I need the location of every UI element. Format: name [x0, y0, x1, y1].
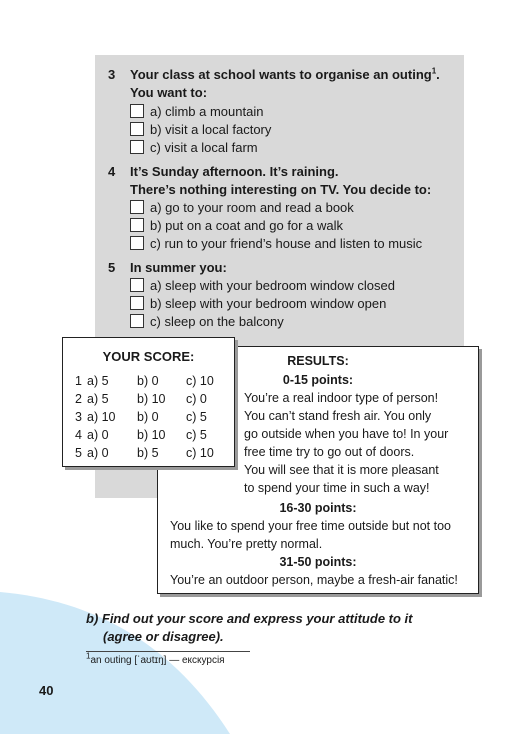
option-4b[interactable]: b) put on a coat and go for a walk — [130, 217, 343, 235]
band-text: You can’t stand fresh air. You only — [244, 409, 432, 423]
checkbox[interactable] — [130, 278, 144, 292]
option-5c[interactable]: c) sleep on the balcony — [130, 313, 284, 331]
table-row: 5 a) 0 b) 5 c) 10 — [75, 446, 214, 460]
band-text: You’re a real indoor type of person! — [244, 391, 439, 405]
footnote-divider — [86, 651, 250, 652]
score-box — [62, 337, 235, 467]
band-text: free time try to go out of doors. — [244, 445, 415, 459]
checkbox[interactable] — [130, 236, 144, 250]
table-row: 2 a) 5 b) 10 c) 0 — [75, 392, 207, 406]
score-table — [75, 372, 214, 462]
checkbox[interactable] — [130, 104, 144, 118]
page-number: 40 — [39, 683, 54, 698]
question-number: 4 — [108, 164, 116, 179]
band-heading: 31-50 points: — [279, 555, 357, 569]
question-stem: In summer you: — [130, 260, 227, 275]
checkbox[interactable] — [130, 218, 144, 232]
task-instruction: b) Find out your score and express your attitude to it (agree or disagree). — [86, 611, 413, 644]
option-4a[interactable]: a) go to your room and read a book — [130, 199, 354, 217]
checkbox[interactable] — [130, 122, 144, 136]
band-text: You will see that it is more pleasant — [244, 463, 439, 477]
footnote: $^1$an outing [ˈaʊtɪŋ] — екскурсія — [86, 651, 225, 666]
question-number: 3 — [108, 67, 116, 82]
question-stem: There’s nothing interesting on TV. You decide to: — [130, 182, 432, 197]
option-3c[interactable]: c) visit a local farm — [130, 139, 258, 157]
checkbox[interactable] — [130, 200, 144, 214]
option-3b[interactable]: b) visit a local factory — [130, 121, 271, 139]
footnote-mark: 1 — [431, 66, 437, 76]
checkbox[interactable] — [130, 314, 144, 328]
option-4c[interactable]: c) run to your friend’s house and listen to music — [130, 235, 422, 253]
checkbox[interactable] — [130, 296, 144, 310]
question-stem: Your class at school wants to organise an outing$^1$. — [130, 66, 440, 82]
band-text: You’re an outdoor person, maybe a fresh-air fanatic! — [170, 573, 458, 587]
question-stem: You want to: — [130, 85, 208, 100]
band-heading: 0-15 points: — [282, 373, 354, 387]
score-title: YOUR SCORE: — [102, 349, 195, 364]
table-row: 3 a) 10 b) 0 c) 5 — [75, 410, 207, 424]
option-5a[interactable]: a) sleep with your bedroom window closed — [130, 277, 395, 295]
checkbox[interactable] — [130, 140, 144, 154]
table-row: 1 a) 5 b) 0 c) 10 — [75, 374, 214, 388]
band-text: to spend your time in such a way! — [244, 481, 430, 495]
results-title: RESULTS: — [287, 354, 349, 368]
question-number: 5 — [108, 260, 116, 275]
band-text: much. You’re pretty normal. — [170, 537, 323, 551]
band-text: You like to spend your free time outside but not too — [170, 519, 451, 533]
table-row: 4 a) 0 b) 10 c) 5 — [75, 428, 207, 442]
band-text: go outside when you have to! In your — [244, 427, 449, 441]
option-5b[interactable]: b) sleep with your bedroom window open — [130, 295, 386, 313]
option-3a[interactable]: a) climb a mountain — [130, 103, 263, 121]
question-stem: It’s Sunday afternoon. It’s raining. — [130, 164, 339, 179]
band-heading: 16-30 points: — [279, 501, 357, 515]
footnote-mark: 1 — [86, 651, 91, 661]
